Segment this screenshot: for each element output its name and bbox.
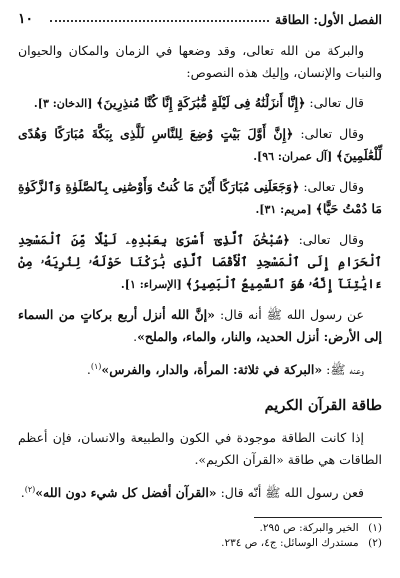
paragraph-verse: وقال تعالى: ﴿إِنَّ أَوَّلَ بَيْتٍ وُضِعَ لِلنَّاسِ لَلَّذِى بِبَكَّةَ مُبَارَكًا وَهُدًى لِّلْعَٰلَمِينَ﴾ [آل عمران: ٩٦]. [18, 126, 382, 163]
footnote-marker: (١) [90, 362, 102, 371]
paragraph-verse: قال تعالى: ﴿إِنَّا أَنزَلْنَٰهُ فِى لَيْلَةٍ مُّبَٰرَكَةٍ إِنَّا كُنَّا مُنذِرِينَ﴾ [الدخان: ٣]. [33, 95, 364, 110]
quran-verse: ﴿إِنَّا أَنزَلْنَٰهُ فِى لَيْلَةٍ مُّبَٰرَكَةٍ إِنَّا كُنَّا مُنذِرِينَ﴾ [96, 95, 306, 110]
footnote-text: مستدرك الوسائل: ج٤، ص ٢٣٤. [221, 537, 359, 549]
quran-verse: ﴿إِنَّ أَوَّلَ بَيْتٍ وُضِعَ لِلنَّاسِ لَلَّذِى بِبَكَّةَ مُبَارَكًا وَهُدًى لِّلْعَٰلَمِينَ﴾ [18, 126, 382, 163]
paragraph: والبركة من الله تعالى، وقد وضعها في الزمان والمكان والحيوان والنبات والإنسان، وإليك هذه النصوص: [18, 43, 382, 80]
footnotes [18, 521, 382, 551]
page-header [18, 8, 382, 30]
body-text [18, 40, 382, 512]
verse-reference: [الإسراء: ١]. [120, 278, 186, 291]
footnote-number: (٢) [368, 537, 382, 549]
page-number: ١٠ [18, 11, 34, 27]
footnote [18, 521, 382, 536]
quran-verse: ﴿وَجَعَلَنِى مُبَارَكًا أَيْنَ مَا كُنتُ وَأَوْصَٰنِى بِٱلصَّلَوٰةِ وَٱلزَّكَوٰةِ مَا دُمْتُ حَيًّا﴾ [18, 179, 382, 216]
hadith-quote: «البركة في ثلاثة: المرأة، والدار، والفرس» [101, 362, 323, 378]
hadith-quote: «القرآن أفضل كل شيء دون الله» [35, 485, 217, 501]
paragraph-hadith: عن رسول الله ﷺ أنه قال: «إنَّ الله أنزل أربع بركاتٍ من السماء إلى الأرض: أنزل الحديد، والنار، والماء، والملح». [18, 307, 382, 344]
paragraph-verse: وقال تعالى: ﴿سُبْحَٰنَ ٱلَّذِىٓ أَسْرَىٰ بِعَبْدِهِۦ لَيْلًا مِّنَ ٱلْمَسْجِدِ ٱلْحَرَامِ إِلَى ٱلْمَسْجِدِ ٱلْأَقْصَا ٱلَّذِى بَٰرَكْنَا حَوْلَهُۥ لِنُرِيَهُۥ مِنْ ءَايَٰتِنَآ إِنَّهُۥ هُوَ ٱلسَّمِيعُ ٱلْبَصِيرُ﴾ [الإسراء: ١]. [18, 232, 382, 291]
header-dotted-leader [50, 10, 269, 22]
paragraph-hadith: وعنه ﷺ: «البركة في ثلاثة: المرأة، والدار، والفرس»$^{(١)}$. [86, 362, 364, 378]
hadith-quote: «إنَّ الله أنزل أربع بركاتٍ من السماء إلى الأرض: أنزل الحديد، والنار، والماء، والملح» [18, 307, 382, 344]
paragraph-verse: وقال تعالى: ﴿وَجَعَلَنِى مُبَارَكًا أَيْنَ مَا كُنتُ وَأَوْصَٰنِى بِٱلصَّلَوٰةِ وَٱلزَّكَوٰةِ مَا دُمْتُ حَيًّا﴾ [مريم: ٣١]. [18, 179, 382, 216]
running-head: الفصل الأول: الطاقة [275, 11, 382, 27]
paragraph-hadith: فعن رسول الله ﷺ أنّه قال: «القرآن أفضل كل شيء دون الله»$^{(٢)}$. [20, 485, 364, 501]
quran-verse: ﴿سُبْحَٰنَ ٱلَّذِىٓ أَسْرَىٰ بِعَبْدِهِۦ لَيْلًا مِّنَ ٱلْمَسْجِدِ ٱلْحَرَامِ إِلَى ٱلْمَسْجِدِ ٱلْأَقْصَا ٱلَّذِى بَٰرَكْنَا حَوْلَهُۥ لِنُرِيَهُۥ مِنْ ءَايَٰتِنَآ إِنَّهُۥ هُوَ ٱلسَّمِيعُ ٱلْبَصِيرُ﴾ [18, 232, 382, 291]
footnote-divider [254, 517, 382, 518]
footnote-number: (١) [368, 522, 382, 534]
footnote-text: الخير والبركة: ص ٢٩٥. [259, 522, 359, 534]
verse-reference: [الدخان: ٣]. [33, 97, 97, 110]
verse-reference: [مريم: ٣١]. [255, 203, 316, 216]
footnote-marker: (٢) [24, 485, 36, 495]
verse-reference: [آل عمران: ٩٦]. [253, 150, 337, 163]
paragraph: إذا كانت الطاقة موجودة في الكون والطبيعة والانسان، فإن أعظم الطاقات هي طاقة «القرآن الكريم». [18, 430, 382, 468]
footnote [18, 536, 382, 551]
section-title: طاقة القرآن الكريم [264, 397, 382, 415]
